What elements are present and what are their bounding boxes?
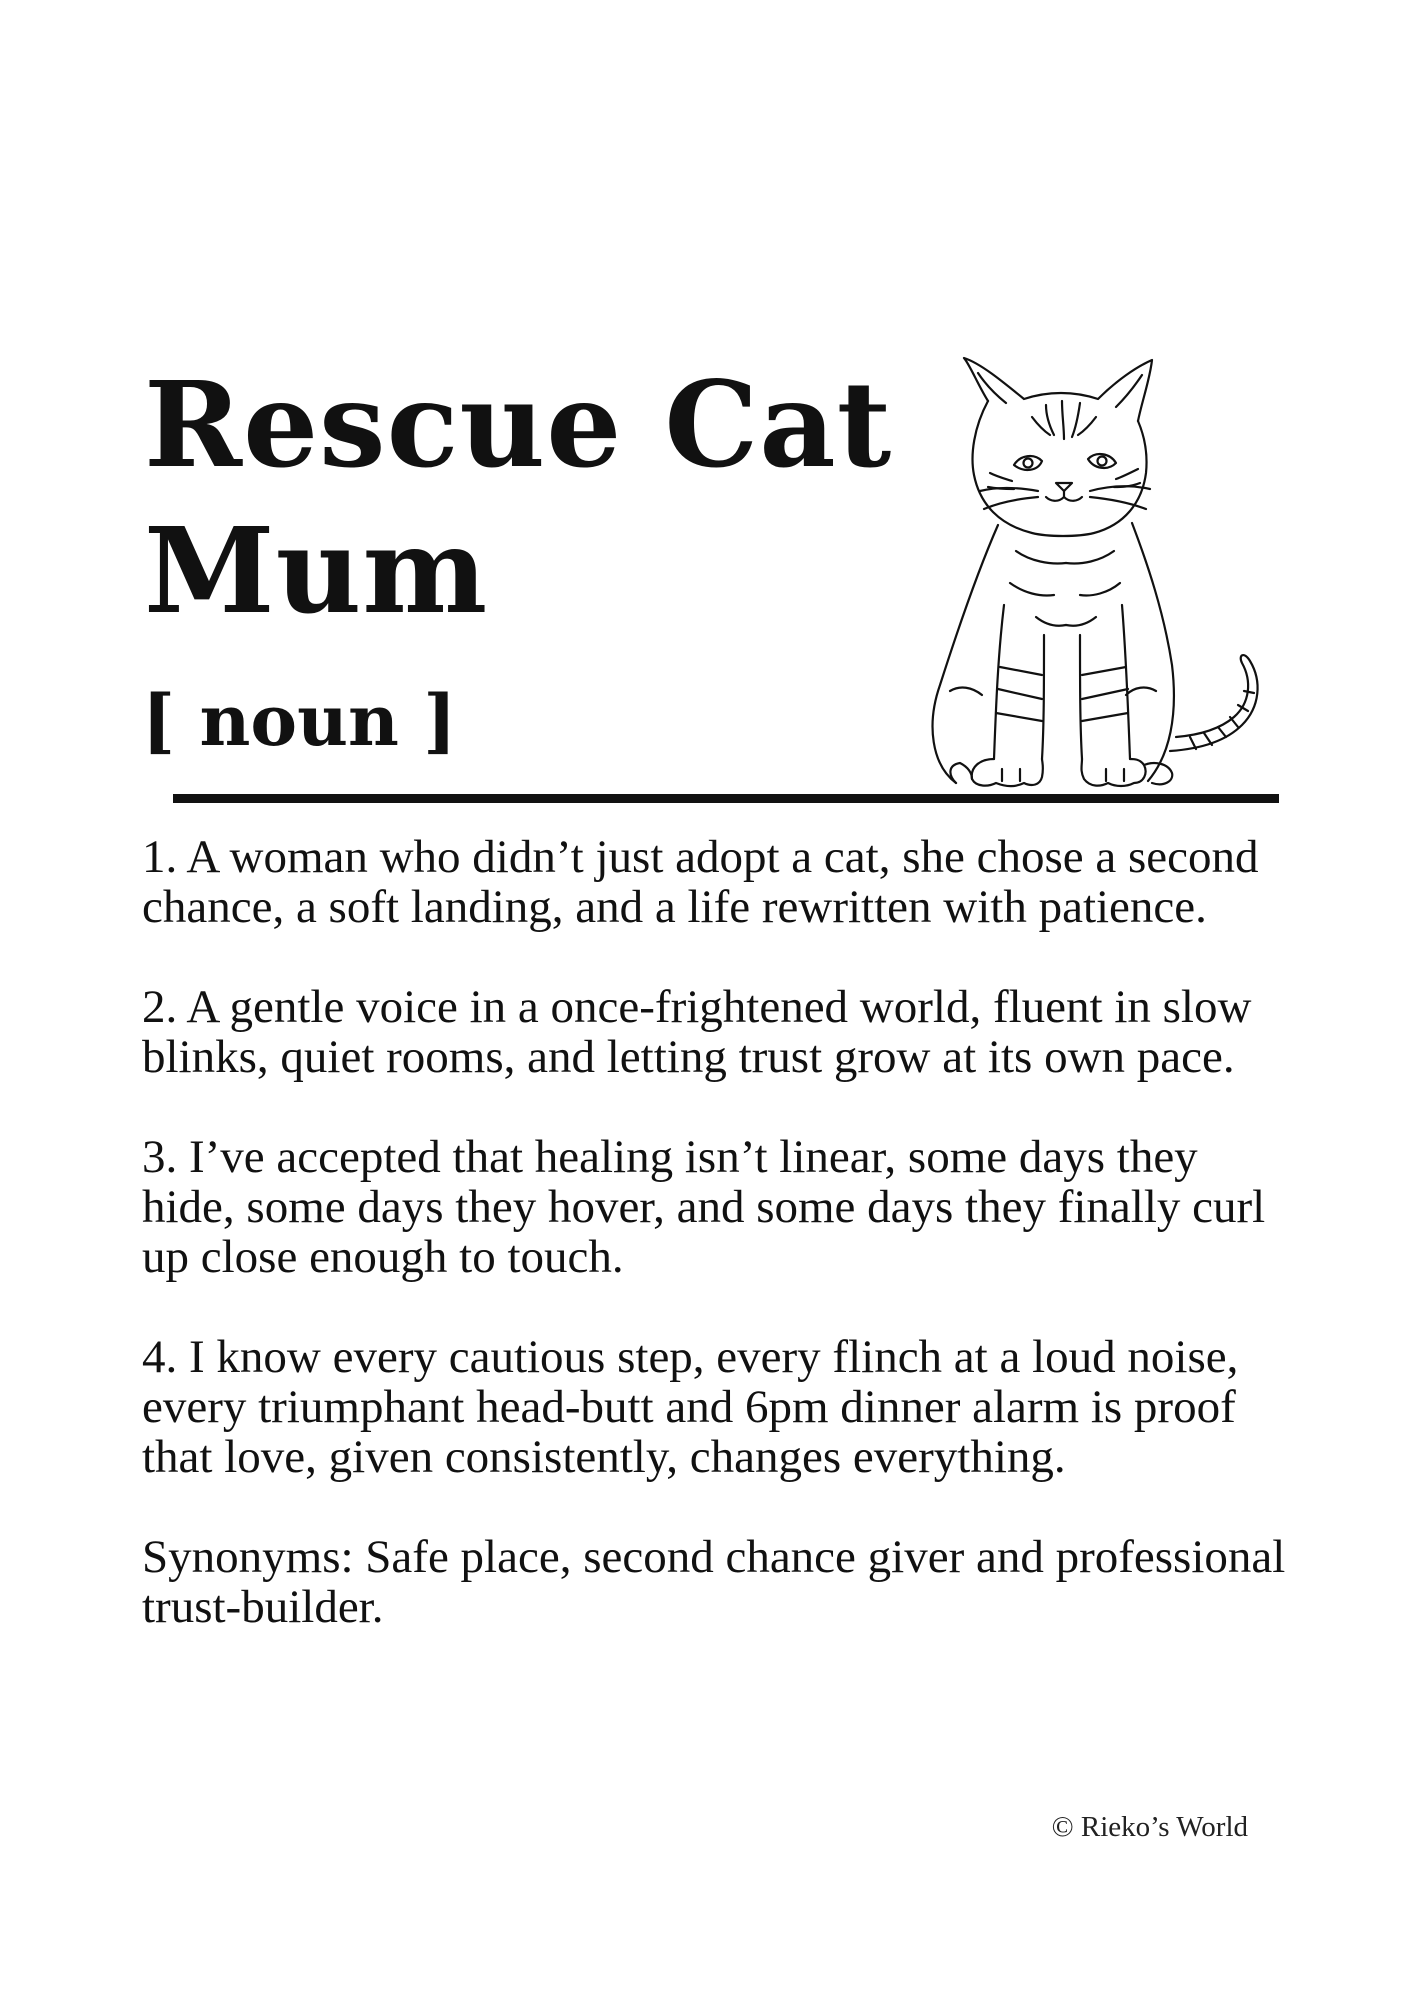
page-title (144, 352, 892, 644)
synonyms: Synonyms: Safe place, second chance giver and professional trust-builder. (142, 1531, 1286, 1633)
part-of-speech: [ noun ] (142, 679, 457, 762)
divider-rule (173, 794, 1279, 803)
definition-4: 4. I know every cautious step, every flinch at a loud noise, every triumphant head-butt and 6pm dinner alarm is proof that love, given consistently, changes everything. (142, 1331, 1239, 1483)
title-line-2: Mum (144, 501, 489, 640)
definition-3: 3. I’ve accepted that healing isn’t linear, some days they hide, some days they hover, and some days they finally curl up close enough to touch. (142, 1131, 1266, 1283)
definition-2: 2. A gentle voice in a once-frightened world, fluent in slow blinks, quiet rooms, and letting trust grow at its own pace. (142, 981, 1252, 1083)
cat-icon (920, 355, 1280, 795)
definitions-list (142, 832, 1292, 1632)
title-line-1: Rescue Cat (144, 355, 893, 494)
copyright-notice: © Rieko’s World (1051, 1811, 1248, 1843)
definition-1: 1. A woman who didn’t just adopt a cat, she chose a second chance, a soft landing, and a life rewritten with patience. (142, 831, 1259, 933)
